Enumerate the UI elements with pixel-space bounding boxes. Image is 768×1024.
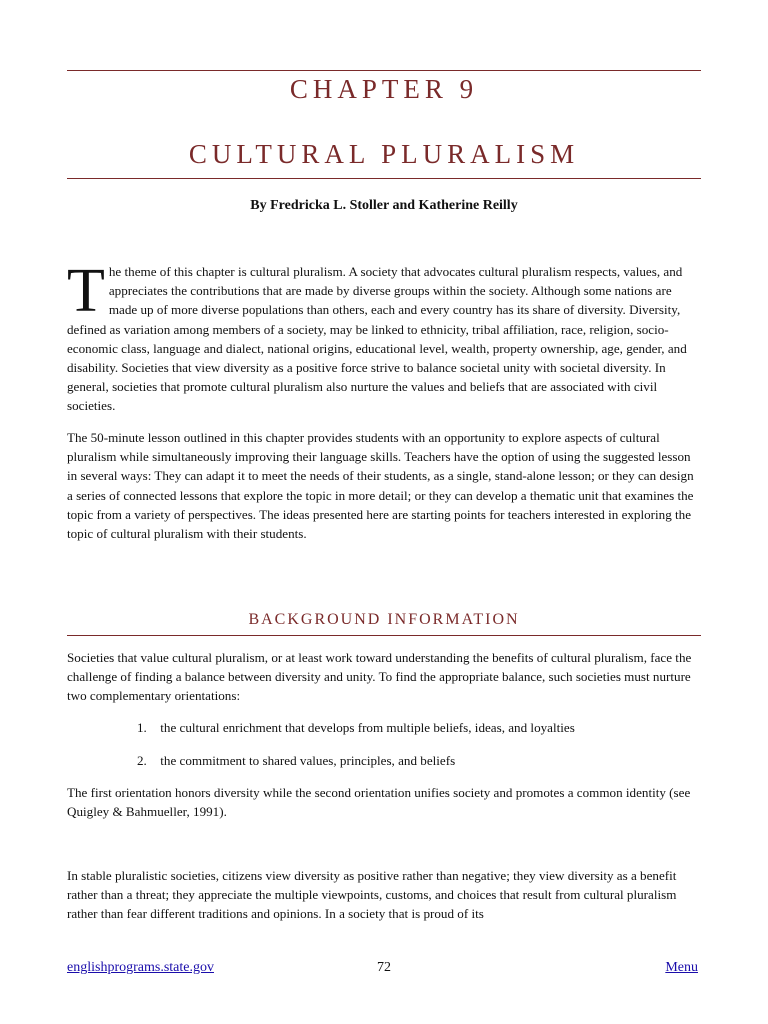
- list-text: the commitment to shared values, principles, and beliefs: [160, 753, 456, 768]
- chapter-label: CHAPTER 9: [289, 74, 479, 104]
- page-number: 72: [377, 960, 391, 975]
- menu-link-wrap[interactable]: [665, 960, 698, 976]
- intro-paragraph-1: [67, 257, 701, 416]
- list-number: 1.: [137, 720, 147, 735]
- list-number: 2.: [137, 753, 147, 768]
- drop-cap: T: [67, 257, 105, 325]
- menu-link[interactable]: Menu: [665, 960, 698, 975]
- top-rule: [67, 70, 701, 71]
- list-item: [137, 718, 697, 737]
- list-item: [137, 751, 697, 770]
- list-text: the cultural enrichment that develops from multiple beliefs, ideas, and loyalties: [160, 720, 575, 735]
- intro-paragraph-1-text: he theme of this chapter is cultural pluralism. A society that advocates cultural pluralism respects, values, and appreciates the contributions that are made by diverse groups within the society. Although some nations are made up of more diverse populations than others, each and every country has its share of diversity. Diversity, defined as variation among members of a society, may be linked to ethnicity, tribal affiliation, race, religion, socio-economic class, language and dialect, national origins, educational level, wealth, property ownership, age, gender, and disability. Societies that view diversity as a positive force strive to balance societal unity with societal diversity. In general, societies that promote cultural pluralism also nurture the values and beliefs that are associated with civil societies.: [67, 264, 687, 414]
- chapter-title: CULTURAL PLURALISM: [188, 139, 580, 169]
- byline: By Fredricka L. Stoller and Katherine Reilly: [250, 198, 518, 213]
- background-paragraph-3: In stable pluralistic societies, citizens view diversity as positive rather than negative; they view diversity as a benefit rather than a threat; they appreciate the multiple viewpoints, customs, and choices that result from cultural pluralism rather than fear different traditions and opinions. In a society that is proud of its: [67, 868, 677, 922]
- title-rule: [67, 178, 701, 179]
- background-paragraph-2: The first orientation honors diversity while the second orientation unifies society and promotes a common identity (see Quigley & Bahmueller, 1991).: [67, 785, 691, 820]
- background-paragraph-1: Societies that value cultural pluralism, or at least work toward understanding the benefits of cultural pluralism, face the challenge of finding a balance between diversity and unity. To find the appropriate balance, such societies must nurture two complementary orientations:: [67, 650, 692, 704]
- intro-paragraph-2: The 50-minute lesson outlined in this chapter provides students with an opportunity to explore aspects of cultural pluralism while simultaneously improving their language skills. Teachers have the option of using the suggested lesson in several ways: They can adapt it to meet the needs of their students, as a single, stand-alone lesson; or they can design a series of connected lessons that explore the topic in more detail; or they can develop a thematic unit that examines the topic from a variety of perspectives. The ideas presented here are starting points for teachers interested in exploring the topic of cultural pluralism with their students.: [67, 430, 694, 542]
- site-link[interactable]: englishprograms.state.gov: [67, 960, 214, 975]
- section-rule: [67, 635, 701, 636]
- section-heading: BACKGROUND INFORMATION: [248, 611, 520, 628]
